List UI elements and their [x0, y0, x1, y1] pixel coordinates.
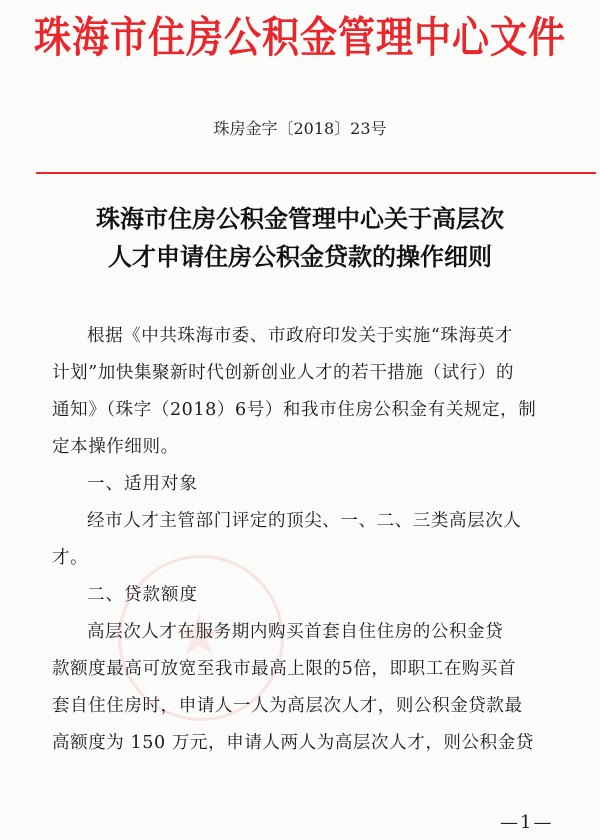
document-number: 珠房金字〔2018〕23号 — [213, 119, 387, 138]
section2-line: 款额度最高可放宽至我市最高上限的5倍，即职工在购买首 — [52, 659, 517, 679]
intro-line: 根据《中共珠海市委、市政府印发关于实施“珠海英才 — [87, 326, 513, 346]
section-heading-applicable-targets: 一、适用对象 — [87, 474, 198, 494]
section1-line: 才。 — [52, 548, 89, 568]
section-heading-loan-amount: 二、贷款额度 — [87, 585, 198, 605]
section1-paragraph — [52, 503, 582, 577]
intro-paragraph — [52, 318, 582, 466]
title-line-1: 珠海市住房公积金管理中心关于高层次 — [96, 204, 504, 233]
document-body — [52, 318, 582, 762]
intro-line: 计划”加快集聚新时代创新创业人才的若干措施（试行）的 — [52, 363, 515, 383]
title-line-2: 人才申请住房公积金贷款的操作细则 — [108, 242, 492, 271]
document-title — [20, 200, 580, 276]
section2-paragraph — [52, 614, 582, 762]
section2-line: 高层次人才在服务期内购买首套自住住房的公积金贷 — [87, 622, 504, 642]
section2-line: 高额度为 150 万元，申请人两人为高层次人才，则公积金贷 — [52, 733, 534, 753]
red-divider-line — [36, 172, 596, 174]
masthead-title: 珠海市住房公积金管理中心文件 — [34, 12, 566, 63]
page-number: —1— — [500, 812, 554, 833]
section1-line: 经市人才主管部门评定的顶尖、一、二、三类高层次人 — [87, 511, 522, 531]
intro-line: 定本操作细则。 — [52, 437, 179, 457]
section2-line: 套自住住房时，申请人一人为高层次人才，则公积金贷款最 — [52, 696, 523, 716]
intro-line: 通知》（珠字（2018）6号）和我市住房公积金有关规定，制 — [52, 400, 537, 420]
